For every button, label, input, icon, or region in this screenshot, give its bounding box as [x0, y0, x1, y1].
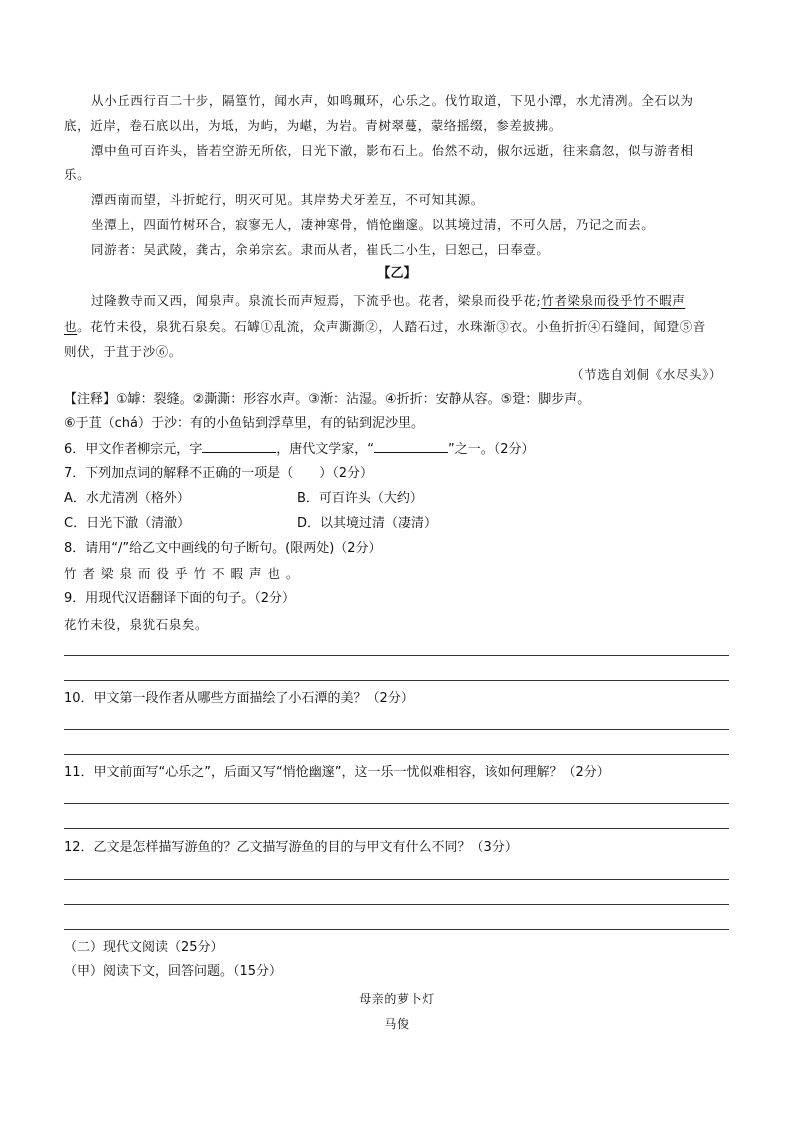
answer-blank-title[interactable]	[374, 440, 448, 453]
question-10: 10．甲文第一段作者从哪些方面描绘了小石潭的美？（2分）	[64, 691, 414, 706]
passage-yi-line-2-text: 。花竹未役，泉犹石泉矣。石罅①乱流，众声澌澌②，人踏石过，水珠渐③衣。小鱼折折④石缝间，闻跫⑤音	[77, 319, 706, 334]
passage-jia-line-5: 潭西南而望，斗折蛇行，明灭可见。其岸势犬牙差互，不可知其源。	[91, 192, 485, 207]
passage-jia-line-1: 从小丘西行百二十步，隔篁竹，闻水声，如鸣珮环，心乐之。伐竹取道，下见小潭，水尤清冽。全石以为	[91, 93, 694, 108]
question-7: 7．下列加点词的解释不正确的一项是（ ）（2分）	[64, 466, 374, 481]
passage-yi-line-2	[64, 318, 706, 336]
question-6-part-1: 6．甲文作者柳宗元，字	[64, 442, 203, 457]
question-11: 11．甲文前面写“心乐之”，后面又写“悄怆幽邃”，这一乐一忧似难相容，该如何理解？（2分）	[64, 765, 610, 780]
passage-jia-line-3: 潭中鱼可百许头，皆若空游无所依，日光下澈，影布石上。佁然不动，俶尔远逝，往来翕忽，似与游者相	[91, 143, 694, 158]
passage-yi-line-1-text: 过隆教寺而又西，闻泉声。泉流长而声短焉，下流乎也。花者，梁泉而役乎花;	[91, 293, 542, 308]
question-8-sentence[interactable]: 竹者梁泉而役乎竹不暇声也。	[64, 566, 305, 581]
answer-line-q10-2[interactable]	[64, 754, 729, 755]
underlined-sentence-part-2: 也	[64, 319, 78, 334]
option-d[interactable]: D．以其境过清（凄清）	[297, 516, 438, 531]
answer-line-q10-1[interactable]	[64, 729, 729, 730]
answer-blank-zi[interactable]	[202, 440, 276, 453]
passage-source: （节选自刘侗《水尽头》）	[571, 367, 722, 382]
answer-line-q11-1[interactable]	[64, 803, 729, 804]
question-8: 8．请用“/”给乙文中画线的句子断句。(限两处)（2分）	[64, 541, 382, 556]
passage-jia-line-6: 坐潭上，四面竹树环合，寂寥无人，凄神寒骨，悄怆幽邃。以其境过清，不可久居，乃记之而去。	[91, 217, 655, 232]
notes-line-2: ⑥于苴（chá）于沙：有的小鱼钻到浮草里，有的钻到泥沙里。	[64, 416, 425, 431]
question-9-sentence: 花竹未役，泉犹石泉矣。	[64, 617, 209, 632]
passage-jia-line-2: 底，近岸，卷石底以出，为坻，为屿，为嵁，为岩。青树翠蔓，蒙络摇缀，参差披拂。	[64, 118, 562, 133]
section-2-title: （二）现代文阅读（25分）	[64, 940, 224, 955]
answer-line-q12-2[interactable]	[64, 904, 729, 905]
section-2-subtitle: （甲）阅读下文，回答问题。（15分）	[64, 964, 283, 979]
question-9: 9．用现代汉语翻译下面的句子。（2分）	[64, 591, 296, 606]
notes-line-1: 【注释】①罅：裂缝。②澌澌：形容水声。③渐：沾湿。④折折：安静从容。⑤跫：脚步声。	[64, 392, 591, 407]
passage-yi-line-3: 则伏，于苴于沙⑥。	[64, 344, 182, 359]
option-c[interactable]: C．日光下澈（清澈）	[64, 516, 191, 531]
question-6-part-2: ，唐代文学家，“	[276, 442, 375, 457]
question-7-options-row-1	[64, 490, 190, 508]
question-6-part-3: ”之一。（2分）	[448, 442, 535, 457]
article-author: 马俊	[384, 1017, 410, 1031]
article-title: 母亲的萝卜灯	[359, 992, 435, 1006]
passage-yi-heading: 【乙】	[377, 266, 417, 281]
answer-line-q12-1[interactable]	[64, 879, 729, 880]
passage-jia-line-4: 乐。	[64, 167, 91, 182]
answer-line-q12-3[interactable]	[64, 929, 729, 930]
passage-yi-line-1	[91, 292, 685, 310]
question-12: 12．乙文是怎样描写游鱼的？乙文描写游鱼的目的与甲文有什么不同？（3分）	[64, 840, 518, 855]
question-6	[64, 440, 535, 459]
passage-jia-line-7: 同游者：吴武陵，龚古，余弟宗玄。隶而从者，崔氏二小生，曰恕己，曰奉壹。	[91, 242, 550, 257]
option-a[interactable]: A．水尤清冽（格外）	[64, 491, 190, 506]
answer-line-q9-1[interactable]	[64, 655, 729, 656]
answer-line-q11-2[interactable]	[64, 828, 729, 829]
underlined-sentence-part-1: 竹者梁泉而役乎竹不暇声	[541, 293, 686, 308]
answer-line-q9-2[interactable]	[64, 680, 729, 681]
option-b[interactable]: B．可百许头（大约）	[297, 491, 423, 506]
